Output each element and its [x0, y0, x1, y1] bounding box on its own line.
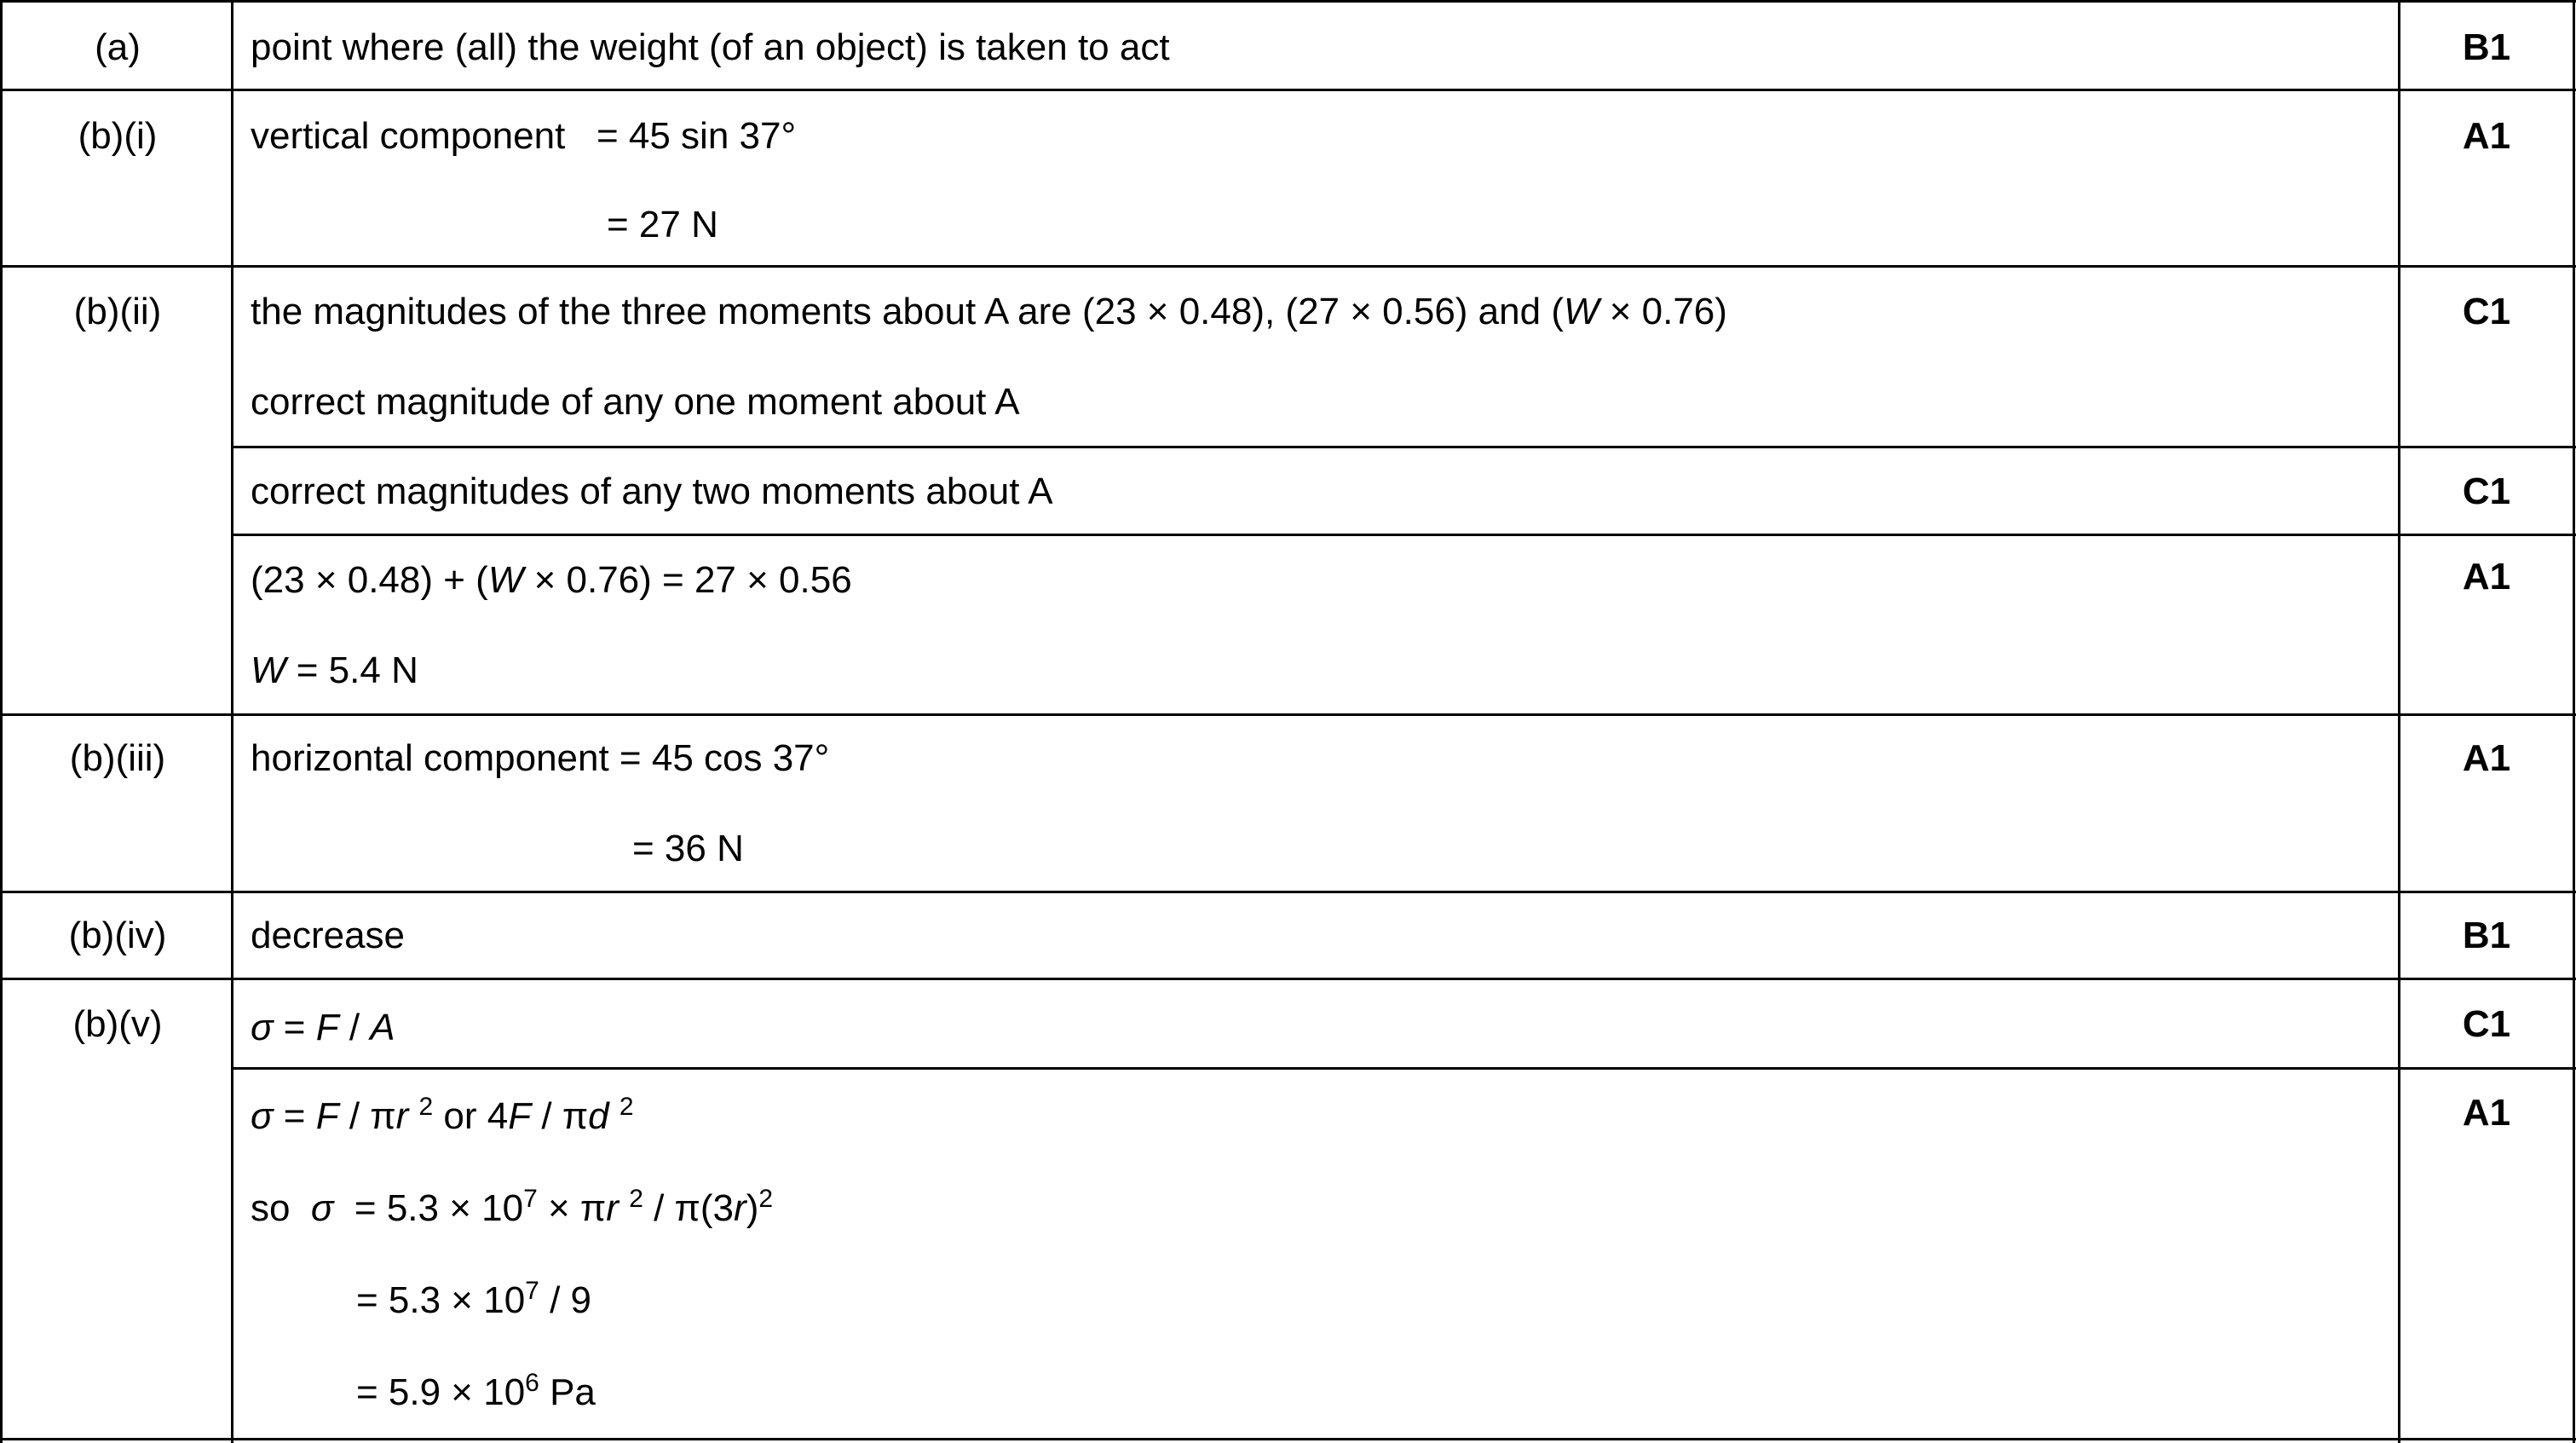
- subpart-separator: [231, 1067, 2576, 1070]
- subpart-separator: [231, 446, 2576, 448]
- table-border-top: [0, 0, 2576, 3]
- column-divider-2: [2398, 0, 2400, 1443]
- answer-line: σ = F / πr $^2$ or 4F / πd $^2$: [251, 1093, 634, 1137]
- mark-code: C1: [2462, 1003, 2511, 1045]
- question-label: (b)(i): [78, 115, 158, 157]
- mark-code: B1: [2462, 26, 2511, 68]
- answer-line: = $5.9 \times 10^6$ Pa: [356, 1369, 596, 1413]
- answer-line: so $\sigma = 5.3 \times 10^7 \times \pi r$ $^2 / \pi(3r)^2$: [251, 1185, 774, 1229]
- answer-line: the magnitudes of the three moments about A are (23 × 0.48), (27 × 0.56) and (W × 0.76): [251, 291, 1727, 332]
- mark-code: A1: [2462, 1092, 2511, 1134]
- row-separator: [0, 265, 2576, 268]
- answer-line: correct magnitude of any one moment about A: [251, 381, 1020, 423]
- row-separator: [0, 891, 2576, 893]
- mark-code: C1: [2462, 470, 2511, 512]
- answer-line: correct magnitudes of any two moments about A: [251, 470, 1053, 512]
- answer-line: σ = F / A: [251, 1007, 395, 1048]
- table-border-left: [0, 0, 3, 1443]
- answer-line: = 36 N: [632, 828, 744, 869]
- question-label: (b)(v): [72, 1003, 163, 1045]
- answer-line: W = 5.4 N: [251, 649, 418, 691]
- mark-code: B1: [2462, 915, 2511, 956]
- row-separator: [0, 89, 2576, 91]
- row-separator: [0, 978, 2576, 980]
- answer-line: vertical component = 45 sin 37°: [251, 115, 797, 157]
- column-divider-1: [231, 0, 233, 1443]
- question-label: (b)(iv): [68, 915, 167, 956]
- row-separator: [0, 713, 2576, 716]
- mark-code: C1: [2462, 291, 2511, 332]
- answer-line: (23 × 0.48) + (W × 0.76) = 27 × 0.56: [251, 559, 852, 601]
- answer-line: point where (all) the weight (of an object) is taken to act: [251, 26, 1170, 68]
- mark-code: A1: [2462, 556, 2511, 597]
- question-label: (a): [95, 26, 141, 68]
- mark-code: A1: [2462, 115, 2511, 157]
- subpart-separator: [231, 534, 2576, 536]
- table-border-right: [2573, 0, 2575, 1443]
- answer-line: = 27 N: [607, 204, 718, 245]
- question-label: (b)(iii): [69, 737, 166, 779]
- mark-code: A1: [2462, 737, 2511, 779]
- table-border-bottom: [0, 1438, 2576, 1440]
- question-label: (b)(ii): [73, 291, 162, 332]
- answer-line: decrease: [251, 915, 406, 956]
- answer-line: = $5.3 \times 10^7 / 9$: [356, 1277, 592, 1321]
- answer-line: horizontal component = 45 cos 37°: [251, 737, 830, 779]
